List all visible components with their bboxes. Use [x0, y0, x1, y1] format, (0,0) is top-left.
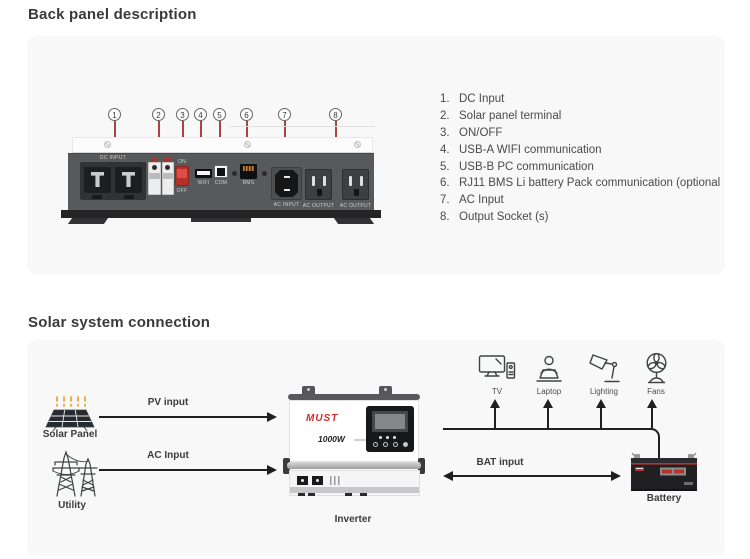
list-item — [440, 127, 720, 144]
pv-input-label: PV input — [147, 397, 189, 408]
solar-terminal — [148, 162, 161, 195]
callout-6: 6 — [240, 108, 253, 121]
laptop-feed-line — [547, 407, 549, 428]
item-label: Output Socket (s) — [459, 211, 549, 224]
utility-towers-icon — [48, 447, 98, 497]
callout-8: 8 — [329, 108, 342, 121]
socket-slot — [349, 176, 352, 186]
port — [297, 476, 308, 485]
c14-inlet — [275, 170, 298, 197]
socket-ground — [317, 189, 322, 196]
arrowhead-right-icon — [267, 465, 277, 475]
battery-label: Battery — [646, 493, 682, 504]
item-number: 5. — [440, 160, 450, 173]
callout-4: 4 — [194, 108, 207, 121]
callout-1: 1 — [108, 108, 121, 121]
rj-pins — [243, 166, 254, 171]
led-icon — [379, 436, 382, 439]
power-switch — [175, 166, 189, 186]
list-item — [440, 194, 720, 211]
item-label: DC Input — [459, 93, 505, 105]
callout-2: 2 — [152, 108, 165, 121]
item-number: 4. — [440, 143, 450, 156]
power-rating: 1000W — [318, 434, 345, 444]
item-label: USB-B PC communication — [459, 160, 594, 173]
item-number: 3. — [440, 126, 450, 139]
item-label: Solar panel terminal — [459, 109, 562, 122]
arrowhead-up-icon — [596, 399, 606, 408]
terminal-screw-icon — [152, 165, 157, 170]
indicator-dot — [262, 171, 267, 176]
lcd-glass — [375, 414, 405, 429]
laptop-icon — [535, 354, 563, 384]
dc-stub — [92, 195, 102, 199]
fans-icon — [643, 352, 670, 385]
usb-a-label: WIFI — [197, 180, 210, 186]
terminal-mark — [360, 493, 367, 496]
lighting-icon — [589, 352, 621, 386]
output-socket-1 — [305, 169, 332, 200]
arrowhead-right-icon — [611, 471, 621, 481]
display-button — [403, 442, 408, 447]
arrowhead-left-icon — [443, 471, 453, 481]
usb-a-port — [195, 169, 212, 178]
fans-label: Fans — [647, 387, 665, 396]
chassis-foot-right — [334, 218, 374, 224]
item-number: 2. — [440, 109, 450, 122]
lighting-label: Lighting — [589, 387, 619, 396]
chassis-white-band — [72, 137, 373, 153]
ac-input-label: AC INPUT — [273, 202, 300, 208]
callout-7: 7 — [278, 108, 291, 121]
ac-input-label: AC Input — [147, 450, 189, 461]
laptop-label: Laptop — [536, 387, 562, 396]
inverter-graphic — [283, 384, 425, 500]
list-item — [440, 93, 720, 110]
list-item — [440, 161, 720, 178]
back-panel-title: Back panel description — [28, 6, 197, 23]
dc-input-terminals — [80, 162, 146, 200]
mount-rail — [287, 462, 421, 469]
switch-on-label: ON — [177, 159, 187, 165]
back-panel-list — [440, 93, 720, 228]
item-number: 7. — [440, 194, 450, 207]
utility-label: Utility — [58, 500, 86, 511]
fans-feed-line — [651, 407, 653, 428]
item-label: AC Input — [459, 194, 504, 207]
item-label: USB-A WIFI communication — [459, 143, 602, 156]
rj11-bms-port — [240, 164, 257, 179]
inverter-body — [289, 400, 419, 462]
arrowhead-up-icon — [543, 399, 553, 408]
back-panel-figure — [60, 105, 390, 265]
list-item — [440, 144, 720, 161]
terminal-band — [163, 173, 174, 179]
bat-input-label: BAT input — [476, 457, 524, 468]
solar-terminal-block — [148, 162, 174, 195]
clamp-icon — [122, 172, 135, 187]
list-item — [440, 110, 720, 127]
item-label: RJ11 BMS Li battery Pack communication (optional — [459, 177, 721, 190]
terminal-screw-icon — [165, 165, 170, 170]
led-icon — [386, 436, 389, 439]
list-item — [440, 177, 720, 194]
switch-rocker — [177, 169, 187, 178]
solar-section-title: Solar system connection — [28, 314, 211, 331]
display-button — [393, 442, 398, 447]
inverter-label: Inverter — [334, 514, 372, 525]
arrowhead-up-icon — [647, 399, 657, 408]
chassis-bottom-strip — [61, 210, 381, 218]
socket-ground — [354, 189, 359, 196]
screw-icon — [244, 141, 251, 148]
arrowhead-right-icon — [267, 412, 277, 422]
tv-icon — [478, 354, 516, 384]
item-number: 1. — [440, 93, 450, 105]
load-bus-line — [443, 428, 660, 459]
vent-icon — [330, 476, 340, 485]
callout-5: 5 — [213, 108, 226, 121]
led-icon — [393, 436, 396, 439]
socket-slot — [360, 176, 363, 186]
battery-icon — [630, 449, 698, 493]
tv-feed-line — [494, 407, 496, 428]
brand-logo: MUST — [306, 413, 339, 424]
item-number: 6. — [440, 177, 450, 190]
indicator-dot — [232, 171, 237, 176]
dc-terminal — [84, 167, 111, 193]
screw-icon — [354, 141, 361, 148]
arrowhead-up-icon — [490, 399, 500, 408]
pin-mark — [284, 189, 290, 191]
chassis-top-edge — [230, 126, 375, 127]
chassis-foot-middle — [191, 218, 251, 222]
terminal-band — [149, 173, 160, 179]
bat-input-arrow — [452, 475, 612, 477]
inverter-lower-body — [289, 470, 420, 496]
usb-b-hole — [217, 168, 225, 176]
usb-b-label: COM — [214, 180, 228, 186]
socket-slot — [312, 176, 315, 186]
item-number: 8. — [440, 211, 450, 224]
pin-mark — [284, 176, 290, 178]
usb-b-port — [214, 165, 228, 178]
tv-label: TV — [491, 387, 503, 396]
lighting-feed-line — [600, 407, 602, 428]
display-button — [383, 442, 388, 447]
terminal-mark — [345, 493, 352, 496]
ac-input-arrow — [99, 469, 267, 471]
bms-label: BMS — [242, 180, 255, 186]
dc-terminal — [115, 167, 142, 193]
switch-off-label: OFF — [176, 188, 188, 194]
usb-a-tongue — [197, 171, 210, 175]
solar-panel-label: Solar Panel — [42, 429, 98, 440]
dc-input-label: DC INPUT — [99, 155, 126, 161]
port — [312, 476, 323, 485]
screw-icon — [104, 141, 111, 148]
ac-output-label: AC OUTPUT — [339, 203, 372, 209]
pv-input-arrow — [99, 416, 267, 418]
display-button — [373, 442, 378, 447]
socket-slot — [323, 176, 326, 186]
terminal-mark — [308, 493, 315, 496]
dc-stub — [124, 195, 134, 199]
display-module — [366, 406, 414, 452]
output-socket-2 — [342, 169, 369, 200]
lcd-screen — [372, 411, 408, 432]
chassis-foot-left — [68, 218, 108, 224]
ac-input-socket — [271, 167, 302, 200]
clamp-icon — [91, 172, 104, 187]
terminal-mark — [298, 493, 305, 496]
list-item — [440, 211, 720, 228]
item-label: ON/OFF — [459, 126, 503, 139]
ac-output-label: AC OUTPUT — [302, 203, 335, 209]
callout-3: 3 — [176, 108, 189, 121]
